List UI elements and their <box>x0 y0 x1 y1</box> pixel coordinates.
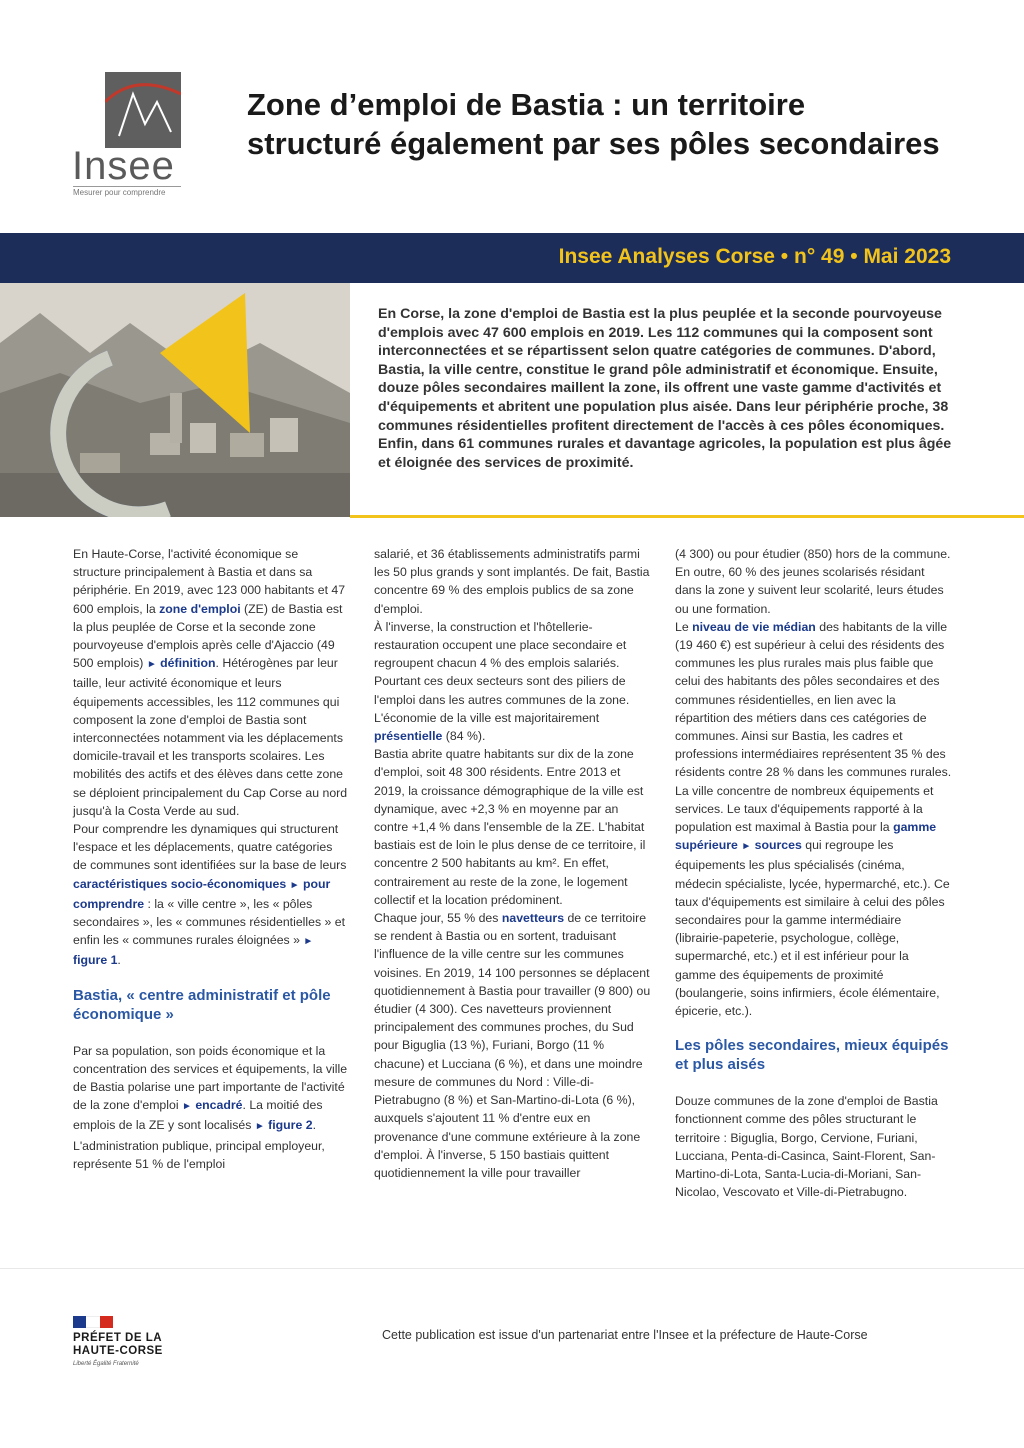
text-run: La ville concentre de nombreux équipements et services. Le taux d'équipements rapporté à la population est maximal à Bastia pour la <box>675 783 934 835</box>
text-run: À l'inverse, la construction et l'hôtellerie-restauration occupent une place secondaire et regroupent chacun 4 % des emplois salariés. Pourtant ces deux secteurs sont des piliers de l'emploi dans les autres communes de la zone. L'économie de la ville est majoritairement <box>374 619 630 725</box>
text-run: qui regroupe les équipements les plus spécialisés (cinéma, médecin spécialiste, lycée, hypermarché, etc.). Ce taux d'équipements est similaire à celui des pôles secondaires pour la gamme intermédiaire (librairie-papeterie, psychologue, collège, supermarché, etc.) et il est inférieur pour la gamme des équipements de proximité (boulangerie, soins infirmiers, école élémentaire, épicerie, etc.). <box>675 838 950 1019</box>
link-zone-emploi[interactable]: zone d'emploi <box>159 601 241 616</box>
arrow-right-icon: ► <box>303 936 314 948</box>
paragraph: salarié, et 36 établissements administratifs parmi les 50 plus grands y sont implantés. De fait, Bastia concentre 69 % des emplois publics de sa zone d'emploi. <box>374 547 650 616</box>
prefet-logo <box>73 1316 193 1368</box>
summary-text: En Corse, la zone d'emploi de Bastia est la plus peuplée et la seconde pourvoyeuse d'emplois avec 47 600 emplois en 2019. Les 112 communes qui la composent sont interconnectées et se répartissent selon quatre catégories de communes. D'abord, Bastia, la ville centre, constitue le grand pôle administratif et économique. Ensuite, douze pôles secondaires maillent la zone, ils offrent une vaste gamme d'activités et d'équipements et abritent une population plus aisée. Dans leur périphérie proche, 38 communes résidentielles profitent directement de l'accès à ces pôles économiques. Enfin, dans 61 communes rurales et davantage agricoles, la population est plus âgée et éloignée des services de proximité. <box>378 306 952 471</box>
text-run: Le <box>675 619 693 634</box>
link-figure-2[interactable]: figure 2 <box>268 1118 313 1133</box>
link-gamme-superieure[interactable]: gamme supérieure <box>675 820 937 853</box>
text-run: En Haute-Corse, l'activité économique se structure principalement à Bastia et dans sa périphérie. En 2019, avec 123 000 habitants et 47 600 emplois, la <box>73 547 346 616</box>
text-run: : la « ville centre », les « pôles secondaires », les « communes résidentielles » et enfin les « communes rurales éloignées » <box>73 896 346 948</box>
arrow-right-icon: ► <box>289 879 300 891</box>
link-presentielle[interactable]: présentielle <box>374 729 443 744</box>
link-niveau-de-vie[interactable]: niveau de vie médian <box>692 619 816 634</box>
republic-motto: Liberté Égalité Fraternité <box>73 1361 139 1367</box>
partnership-note: Cette publication est issue d'un partenariat entre l'Insee et la préfecture de Haute-Corse <box>382 1328 868 1342</box>
link-caracteristiques[interactable]: caractéristiques socio-économiques <box>73 876 287 891</box>
link-pour-comprendre[interactable]: pour comprendre <box>73 876 331 911</box>
text-run: des habitants de la ville (19 460 €) est supérieur à celui des résidents des communes les plus rurales mais plus faible que celui des habitants des pôles secondaires et des communes résidentielles, en lien avec la répartition des métiers dans ces catégories de communes. Ainsi sur Bastia, les cadres et professions intermédiaires représentent 35 % des résidents contre 28 % dans les communes rurales. <box>675 619 952 780</box>
insee-logo <box>72 72 184 197</box>
prefet-label: PRÉFET DE LA HAUTE-CORSE <box>73 1332 163 1357</box>
column-2 <box>374 545 651 1182</box>
text-run: . L'administration publique, principal employeur, représente 51 % de l'emploi <box>73 1118 325 1171</box>
text-run: . La moitié des emplois de la ZE y sont localisés <box>73 1098 323 1133</box>
link-navetteurs[interactable]: navetteurs <box>501 911 565 926</box>
publication-band <box>0 233 1024 283</box>
logo-emblem-graphic <box>105 72 181 148</box>
paragraph: Bastia abrite quatre habitants sur dix de la zone d'emploi, soit 48 300 résidents. Entre 2013 et 2019, la croissance démographique de la ville est dynamique, avec +2,3 % en moyenne par an contre +1,4 % dans l'ensemble de la ZE. L'habitat bastiais est de loin le plus dense de ce territoire, il concentre 2 500 habitants au km². En effet, contrairement au reste de la zone, le logement collectif et la location prédominent. <box>374 747 646 907</box>
publication-reference: Insee Analyses Corse • n° 49 • Mai 2023 <box>558 245 951 268</box>
column-3 <box>675 545 952 1202</box>
paragraph <box>675 618 952 782</box>
paragraph <box>374 909 651 1182</box>
arrow-right-icon: ► <box>741 841 752 853</box>
arrow-right-icon: ► <box>182 1101 192 1113</box>
paragraph <box>73 545 348 820</box>
text-run: Par sa population, son poids économique et la concentration des services et équipements, la ville de Bastia polarise une part importante de l'activité de la zone d'emploi <box>73 1043 348 1113</box>
text-run: Pour comprendre les dynamiques qui structurent l'espace et les déplacements, quatre catégories de communes sont identifiées sur la base de leurs <box>73 822 347 873</box>
link-definition[interactable]: définition <box>160 656 216 671</box>
page-title: Zone d’emploi de Bastia : un territoire structuré également par ses pôles secondaires <box>247 87 940 161</box>
footer-divider <box>0 1268 1024 1269</box>
text-run: . Hétérogènes par leur taille, leur activité économique et leurs équipements accessibles, les 112 communes qui composent la zone d'emploi de Bastia sont interconnectées notamment via les déplacements domicile-travail et les transports scolaires. Les mobilités des actifs et des élèves dans cette zone se déploient principalement du Cap Corse au nord jusqu'à la Costa Verde au sud. <box>73 656 348 818</box>
link-encadre[interactable]: encadré <box>195 1098 243 1113</box>
logo-tagline: Mesurer pour comprendre <box>73 186 181 197</box>
french-flag-icon <box>73 1316 113 1328</box>
section-heading-bastia: Bastia, « centre administratif et pôle économique » <box>73 986 331 1023</box>
paragraph <box>73 1042 348 1173</box>
logo-wordmark: Insee <box>72 144 175 188</box>
logo-emblem <box>105 72 181 148</box>
text-run: de ce territoire se rendent à Bastia ou en sortent, traduisant l'influence de la ville centre sur les communes voisines. En 2019, 14 100 personnes se déplacent quotidiennement à Bastia pour travailler (9 800) ou étudier (4 300). Ces navetteurs proviennent principalement des communes proches, du Sud pour Biguglia (13 %), Furiani, Borgo (11 % chacune) et Lucciana (6 %), et dans une moindre mesure de communes du Nord : Ville-di-Pietrabugno (8 %) et San-Martino-di-Lota (6 %), auxquels s'ajoutent 11 % d'entre eux en provenance d'une commune extérieure à la zone d'emploi. À l'inverse, 5 150 bastiais quittent quotidiennement la ville pour travailler <box>374 911 651 1180</box>
arrow-right-icon: ► <box>254 1121 265 1133</box>
text-run: (ZE) de Bastia est la plus peuplée de Corse et la seconde zone pourvoyeuse d'emplois après celle d'Ajaccio (49 500 emplois) <box>73 601 343 671</box>
section-heading-poles: Les pôles secondaires, mieux équipés et plus aisés <box>675 1037 949 1074</box>
cover-illustration <box>0 283 350 517</box>
column-1 <box>73 545 348 1173</box>
text-run: (84 %). <box>442 729 486 744</box>
arrow-right-icon: ► <box>146 659 157 671</box>
text-run: Chaque jour, 55 % des <box>374 911 502 926</box>
paragraph: Douze communes de la zone d'emploi de Bastia fonctionnent comme des pôles structurant le territoire : Biguglia, Borgo, Cervione, Furiani, Lucciana, Penta-di-Casinca, Saint-Florent, San-Martino-di-Lota, Santa-Lucia-di-Moriani, San-Nicolao, Vescovato et Ville-di-Pietrabugno. <box>675 1094 938 1200</box>
paragraph <box>73 820 348 970</box>
link-sources[interactable]: sources <box>754 838 802 853</box>
cover-illustration-graphic <box>0 283 350 517</box>
link-figure-1[interactable]: figure 1 <box>73 953 118 968</box>
paragraph: (4 300) ou pour étudier (850) hors de la commune. En outre, 60 % des jeunes scolarisés résidant dans la zone y suivent leur scolarité, leurs études ou une formation. <box>675 547 951 616</box>
paragraph <box>675 782 952 1021</box>
paragraph <box>374 618 651 745</box>
text-run: . <box>117 953 121 968</box>
